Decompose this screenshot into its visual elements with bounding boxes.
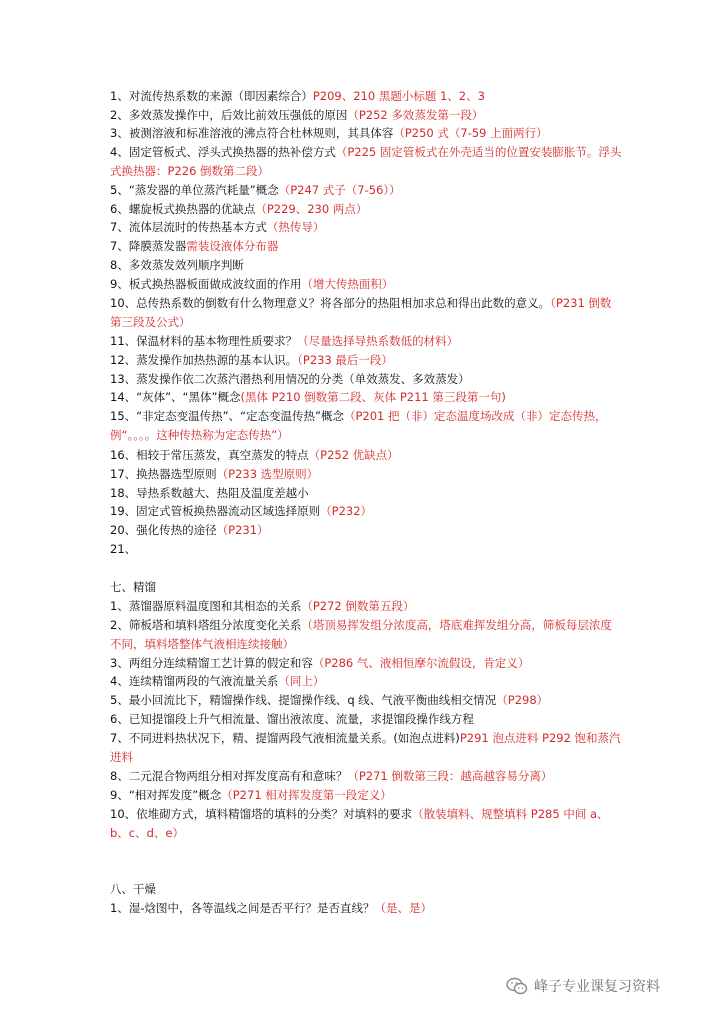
item-11: 11、保温材料的基本物理性质要求？（尽量选择导热系数低的材料） [110, 334, 459, 348]
item-19: 19、固定式管板换热器流动区域选择原则（P232） [110, 504, 373, 518]
s7-item-5: 5、最小回流比下，精馏操作线、提馏操作线、q 线、气液平衡曲线相交情况（P298） [110, 693, 549, 707]
item-1: 1、对流传热系数的来源（即因素综合）P209、210 黑题小标题 1、2、3 [110, 89, 485, 103]
section-7-title: 七、精馏 [110, 580, 156, 594]
item-5: 5、“蒸发器的单位蒸汽耗量”概念（P247 式子（7-56）） [110, 183, 401, 197]
item-7: 7、流体层流时的传热基本方式（热传导） [110, 220, 325, 234]
item-21: 21、 [110, 542, 137, 556]
watermark [506, 975, 660, 997]
item-14: 14、“灰体”、“黑体”概念(黑体 P210 倒数第二段、灰体 P211 第三段第一句) [110, 390, 506, 404]
s7-item-6: 6、已知提馏段上升气相流量、馏出液浓度、流量，求提馏段操作线方程 [110, 712, 474, 726]
s7-item-8: 8、二元混合物两组分相对挥发度高有和意味？（P271 倒数第三段：越高越容易分离） [110, 769, 553, 783]
item-16: 16、相较于常压蒸发，真空蒸发的特点（P252 优缺点） [110, 448, 399, 462]
s7-item-2: 2、筛板塔和填料塔组分浓度变化关系（塔顶易挥发组分浓度高，塔底难挥发组分高，筛板每层浓度不同，填料塔整体气液相连续接触） [110, 618, 612, 651]
item-7b: 7、降膜蒸发器需装设液体分布器 [110, 239, 279, 253]
item-6: 6、螺旋板式换热器的优缺点（P229、230 两点） [110, 202, 368, 216]
s7-item-4: 4、连续精馏两段的气液流量关系（同上） [110, 674, 325, 688]
item-15: 15、“非定态变温传热”、“定态变温传热”概念（P201 把（非）定态温度场改成（非）定态传热，例“。。。。这种传热称为定态传热”） [110, 409, 607, 442]
item-8: 8、多效蒸发效列顺序判断 [110, 258, 244, 272]
s7-item-9: 9、“相对挥发度”概念（P271 相对挥发度第一段定义） [110, 788, 392, 802]
s7-item-7: 7、不同进料热状况下，精、提馏两段气液相流量关系。(如泡点进料)P291 泡点进料 P292 饱和蒸汽进料 [110, 731, 621, 764]
s7-item-1: 1、蒸馏器原料温度图和其相态的关系（P272 倒数第五段） [110, 599, 415, 613]
item-3: 3、被测溶液和标准溶液的沸点符合杜林规则，其具体容（P250 式（7-59 上面两行） [110, 126, 548, 140]
item-10: 10、总传热系数的倒数有什么物理意义？将各部分的热阻相加求总和得出此数的意义。（P231 倒数第三段及公式） [110, 296, 612, 329]
section-8-title: 八、干燥 [110, 882, 156, 896]
item-2: 2、多效蒸发操作中，后效比前效压强低的原因（P252 多效蒸发第一段） [110, 108, 484, 122]
item-17: 17、换热器选型原则（P233 选型原则） [110, 467, 319, 481]
item-4: 4、固定管板式、浮头式换热器的热补偿方式（P225 固定管板式在外壳适当的位置安装膨胀节。浮头式换热器：P226 倒数第二段） [110, 145, 622, 178]
item-20: 20、强化传热的途径（P231） [110, 523, 269, 537]
item-12: 12、蒸发操作加热热源的基本认识。（P233 最后一段） [110, 353, 393, 367]
item-18: 18、导热系数越大、热阻及温度差越小 [110, 486, 309, 500]
item-9: 9、板式换热器板面做成波纹面的作用（增大传热面积） [110, 277, 394, 291]
s7-item-10: 10、依堆砌方式，填料精馏塔的填料的分类？对填料的要求（散装填料、规整填料 P285 中间 a、b、c、d、e） [110, 807, 609, 840]
wechat-icon [506, 977, 528, 995]
s8-item-1: 1、湿-焓图中，各等温线之间是否平行？是否直线？（是、是） [110, 901, 432, 915]
s7-item-3: 3、两组分连续精馏工艺计算的假定和容（P286 气、液相恒摩尔流假设，肯定义） [110, 656, 530, 670]
watermark-text: 峰子专业课复习资料 [534, 979, 660, 995]
item-13: 13、蒸发操作依二次蒸汽潜热利用情况的分类（单效蒸发、多效蒸发） [110, 372, 470, 386]
